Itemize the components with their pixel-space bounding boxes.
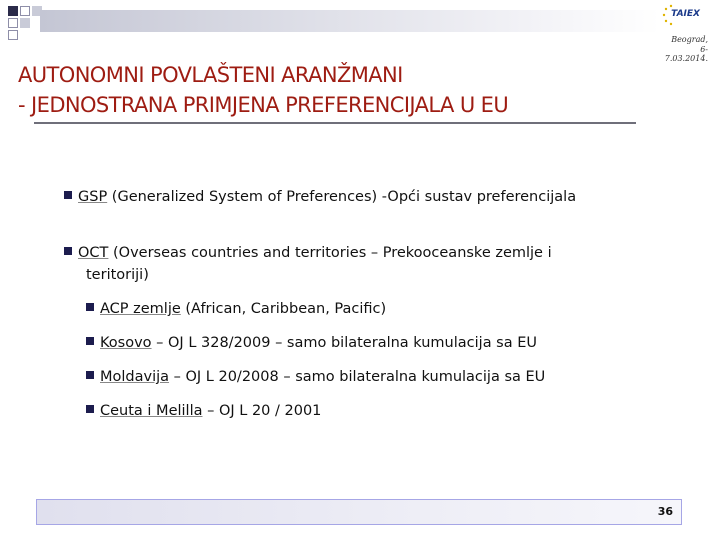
- bullet-square-icon: [86, 337, 94, 345]
- bullet-square-icon: [64, 247, 72, 255]
- bullet-text: – OJ L 328/2009 – samo bilateralna kumulacija sa EU: [151, 335, 538, 351]
- bullet-square-icon: [86, 405, 94, 413]
- bullet-term: Ceuta i Melilla: [100, 403, 203, 419]
- list-item: [78, 186, 606, 208]
- bullet-text: (Overseas countries and territories – Prekooceanske zemlje i teritoriji): [86, 245, 552, 283]
- header-gradient-band: [40, 10, 660, 32]
- title-underline: [34, 122, 636, 124]
- bullet-term: Moldavija: [100, 369, 170, 385]
- bullet-text: – OJ L 20/2008 – samo bilateralna kumulacija sa EU: [169, 369, 546, 385]
- bullet-text: (African, Caribbean, Pacific): [180, 301, 387, 317]
- bullet-wrap: [64, 189, 576, 205]
- decor-square: [20, 18, 30, 28]
- title-line-1: AUTONOMNI POVLAŠTENI ARANŽMANI: [18, 63, 403, 87]
- event-date: 6-7.03.2014.: [664, 45, 708, 63]
- taiex-logo: [658, 4, 714, 63]
- decor-square: [8, 6, 18, 16]
- bullet-term: GSP: [78, 189, 108, 205]
- footer-bar: [36, 499, 682, 525]
- list-item: [86, 400, 321, 422]
- title-line-2: - JEDNOSTRANA PRIMJENA PREFERENCIJALA U EU: [18, 93, 509, 117]
- list-item: [86, 298, 386, 320]
- bullet-square-icon: [86, 371, 94, 379]
- bullet-square-icon: [64, 191, 72, 199]
- bullet-text: (Generalized System of Preferences) -Opći sustav preferencijala: [107, 189, 577, 205]
- decor-square: [8, 18, 18, 28]
- bullet-term: ACP zemlje: [100, 301, 181, 317]
- bullet-text: – OJ L 20 / 2001: [202, 403, 322, 419]
- bullet-term: Kosovo: [100, 335, 152, 351]
- logo-wordmark: TAIEX: [671, 9, 700, 19]
- event-location: Beograd,: [671, 35, 708, 44]
- list-item: [86, 332, 537, 354]
- slide-title: [18, 60, 508, 120]
- bullet-square-icon: [86, 303, 94, 311]
- list-item: [78, 242, 606, 286]
- bullet-term: OCT: [78, 245, 109, 261]
- decor-square: [8, 30, 18, 40]
- page-number: 36: [657, 505, 673, 518]
- decor-square: [20, 6, 30, 16]
- list-item: [86, 366, 545, 388]
- bullet-wrap: [64, 245, 552, 283]
